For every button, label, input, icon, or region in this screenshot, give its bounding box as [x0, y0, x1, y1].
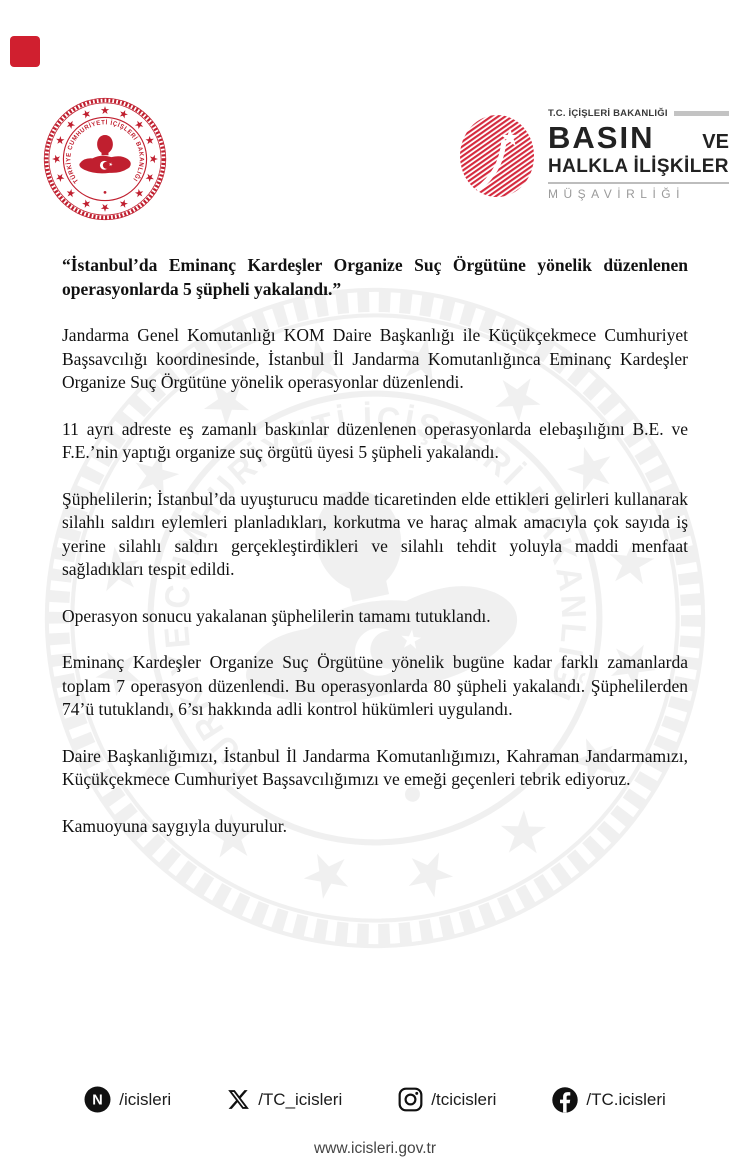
- social-handle: /TC_icisleri: [258, 1089, 343, 1109]
- social-item-facebook[interactable]: [552, 1087, 665, 1113]
- paragraph: Operasyon sonucu yakalanan şüphelilerin tamamı tutuklandı.: [62, 605, 491, 626]
- social-handle: /tcicisleri: [431, 1089, 497, 1109]
- ministry-seal-logo: [42, 96, 168, 222]
- paragraph: Şüphelilerin; İstanbul’da uyuşturucu madde ticaretinden elde ettikleri gelirleri kullanarak silahlı saldırı eylemleri planladıkları, korkutma ve haraç almak amacıyla çok sayıda iş yerine silahlı saldırı gerçekleştirdikleri ve silahlı tehdit yoluyla maddi menfaat sağladıkları tespit edildi.: [62, 488, 688, 579]
- press-logo-line2: HALKLA İLİŞKİLER: [548, 156, 729, 177]
- press-logo-line3: MÜŞAVİRLİĞİ: [548, 187, 685, 201]
- facebook-icon: [552, 1087, 578, 1113]
- press-release-title: “İstanbul’da Eminanç Kardeşler Organize Suç Örgütüne yönelik düzenlenen operasyonlarda 5 şüpheli yakalandı.”: [62, 255, 688, 299]
- social-handle: /icisleri: [119, 1089, 172, 1109]
- paragraph: Kamuoyuna saygıyla duyurulur.: [62, 815, 288, 836]
- divider-line: [548, 182, 729, 184]
- social-item-x[interactable]: [227, 1088, 342, 1111]
- social-handle: /TC.icisleri: [586, 1089, 666, 1109]
- instagram-icon: [398, 1087, 423, 1112]
- press-release-body: [62, 254, 688, 861]
- x-icon: [227, 1088, 250, 1111]
- paragraph: Eminanç Kardeşler Organize Suç Örgütüne yönelik bugüne kadar farklı zamanlarda toplam 7 operasyon düzenlendi. Bu operasyonlarda 80 şüpheli yakalandı. Şüphelilerden 74’ü tutuklandı, 6’sı hakkında adli kontrol hükümleri uygulandı.: [62, 652, 688, 719]
- press-logo-line1-suffix: VE: [702, 131, 729, 153]
- nsosyal-icon: [84, 1086, 111, 1113]
- press-logo-line1: BASIN: [548, 120, 655, 155]
- svg-text:N: N: [92, 1092, 103, 1109]
- crescent-star-hatched-icon: [458, 114, 538, 198]
- paragraph: Jandarma Genel Komutanlığı KOM Daire Başkanlığı ile Küçükçekmece Cumhuriyet Başsavcılığı koordinesinde, İstanbul İl Jandarma Komutanlığınca Eminanç Kardeşler Organize Suç Örgütüne yönelik operasyonlar düzenlendi.: [62, 325, 688, 392]
- corner-red-square: [10, 36, 40, 67]
- social-item-instagram[interactable]: [398, 1087, 496, 1112]
- press-relations-logo: [458, 108, 729, 201]
- ministry-name-label: T.C. İÇİŞLERİ BAKANLIĞI: [548, 108, 668, 119]
- paragraph: 11 ayrı adreste eş zamanlı baskınlar düzenlenen operasyonlarda elebaşılığını B.E. ve F.E.’nin yaptığı organize suç örgütü üyesi 5 şüpheli yakalandı.: [62, 418, 688, 462]
- paragraph: Daire Başkanlığımızı, İstanbul İl Jandarma Komutanlığımızı, Kahraman Jandarmamızı, Küçükçekmece Cumhuriyet Başsavcılığımızı ve emeği geçenleri tebrik ediyoruz.: [62, 745, 688, 789]
- gray-bar-decoration: [674, 111, 729, 116]
- social-item-nsosyal[interactable]: [84, 1086, 171, 1113]
- website-url[interactable]: www.icisleri.gov.tr: [313, 1140, 436, 1157]
- social-media-row: [0, 1086, 750, 1113]
